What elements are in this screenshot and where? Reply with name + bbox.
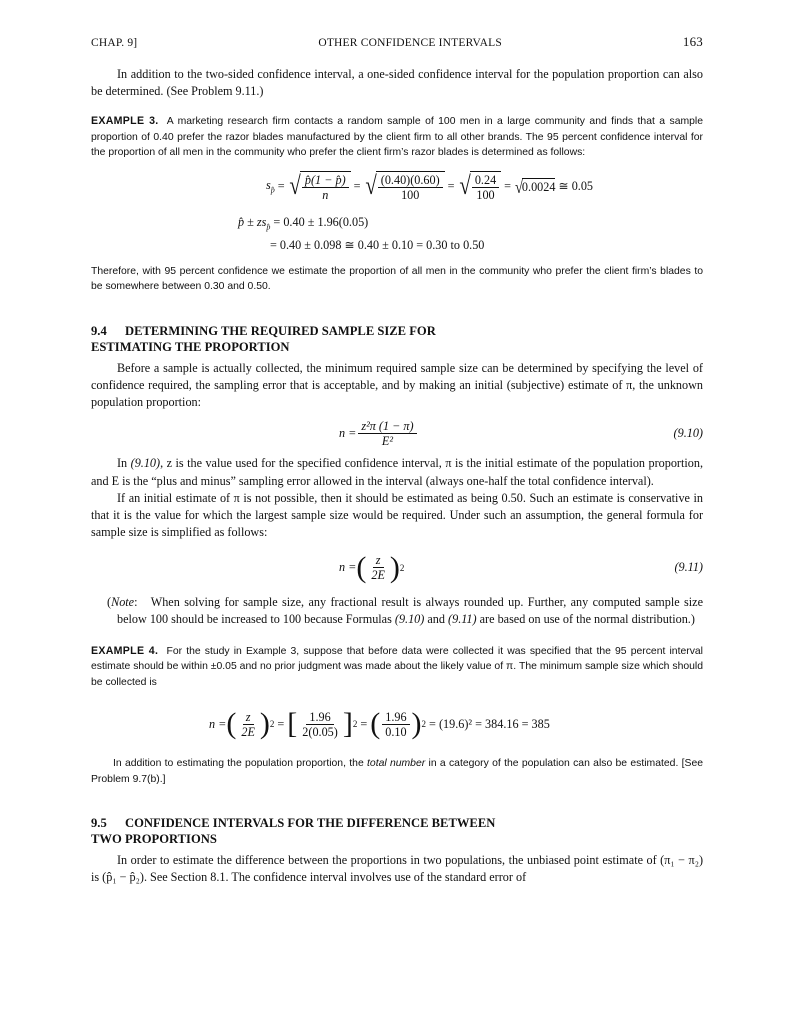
running-header	[91, 34, 703, 54]
running-title: OTHER CONFIDENCE INTERVALS	[318, 37, 502, 49]
section-9-4-heading: 9.4 DETERMINING THE REQUIRED SAMPLE SIZE FOR ESTIMATING THE PROPORTION	[91, 323, 436, 354]
section-9-4-paragraph-3: If an initial estimate of π is not possible, then it should be estimated as being 0.50. Such an estimate is conservative in that it is the value for which the largest sample size would be required. Under such an assumption, the general formula for sample size is simplified as follows:	[91, 490, 703, 540]
equation-9-10: n = $\frac{\text{z²π (1 − π)}}{\text{E²}}$ (9.10)	[339, 418, 703, 448]
example-4-followup: In addition to estimating the population proportion, the total number in a category of the population can also be estimated. [See Problem 9.7(b).]	[91, 758, 704, 785]
example-3-label: EXAMPLE 3.	[91, 115, 159, 128]
example-4	[91, 644, 703, 690]
intro-paragraph: In addition to the two-sided confidence interval, a one-sided confidence interval for the population proportion can also be determined. (See Problem 9.11.)	[91, 67, 703, 99]
section-9-4-note: (Note: When solving for sample size, any fractional result is always rounded up. Further, any computed sample size below 100 should be increased to 100 because Formulas (9.10) and (9.11) are based on use of the normal distribution.)	[107, 594, 703, 626]
equation-label-9-10: (9.10)	[673, 425, 703, 440]
chapter-label: CHAP. 9]	[91, 37, 138, 49]
equation-example-4: n = ( $\frac{z}{2E}$ ) 2 = [ $\frac{1.96}{2(0.05)}$ ] 2 = ( $\frac{1.96}{0.10}$ ) 2 = (19.6)² = 384.16 = 385	[209, 707, 550, 741]
section-9-5-paragraph-1: In order to estimate the difference between the proportions in two populations, the unbiased point estimate of (π₁ − π₂) is (p̂₁ − p̂₂). See Section 8.1. The confidence interval involves use of the standard error of	[91, 852, 703, 885]
equation-interval: p̂ ± $zs_{p̂} = 0.40 \pm 1.96(0.05)$ = 0.40 ± 0.098 ≅ 0.40 ± 0.10 = 0.30 to 0.50	[238, 214, 485, 253]
equation-label-9-11: (9.11)	[674, 560, 703, 574]
page-number: 163	[682, 34, 703, 49]
section-9-5-heading: 9.5 CONFIDENCE INTERVALS FOR THE DIFFERENCE BETWEEN TWO PROPORTIONS	[91, 815, 496, 846]
example-3-text: A marketing research firm contacts a random sample of 100 men in a large community and finds that a sample proportion of 0.40 prefer the razor blades manufactured by the client firm to all other brands. The 95 percent confidence interval for the proportion of all men in the community who prefer the client firm’s razor blades is determined as follows:	[91, 116, 703, 159]
example-4-text: For the study in Example 3, suppose that before data were collected it was specified that the 95 percent interval estimate should be within ±0.05 and no prior judgment was made about the likely value of π. The minimum sample size which should be collected is	[91, 645, 703, 688]
section-9-4-paragraph-1: Before a sample is actually collected, the minimum required sample size can be determined by specifying the level of confidence required, the sampling error that is acceptable, and by making an initial (subjective) estimate of π, the unknown population proportion:	[91, 360, 703, 410]
example-3-conclusion: Therefore, with 95 percent confidence we estimate the proportion of all men in the community who prefer the client firm’s blades to be somewhere between 0.30 and 0.50.	[91, 266, 703, 293]
equation-standard-error: $s_{p̂}$ = √ $\frac{p̂(1 - p̂)}{n}$ = √ $\frac{(0.40)(0.60)}{100}$ = √ $\frac{0.24}{100}$ = √ 0.0024 ≅ 0.05	[266, 171, 594, 203]
example-4-label: EXAMPLE 4.	[91, 644, 159, 657]
example-3	[91, 114, 703, 160]
equation-9-11: n = ( $\frac{z}{2E}$ ) 2 (9.11)	[339, 550, 703, 584]
textbook-page	[91, 34, 703, 886]
section-9-4-paragraph-2: In (9.10), z is the value used for the specified confidence interval, π is the initial estimate of the population proportion, and E is the “plus and minus” sampling error allowed in the interval (always one-half the total confidence interval).	[91, 456, 703, 488]
